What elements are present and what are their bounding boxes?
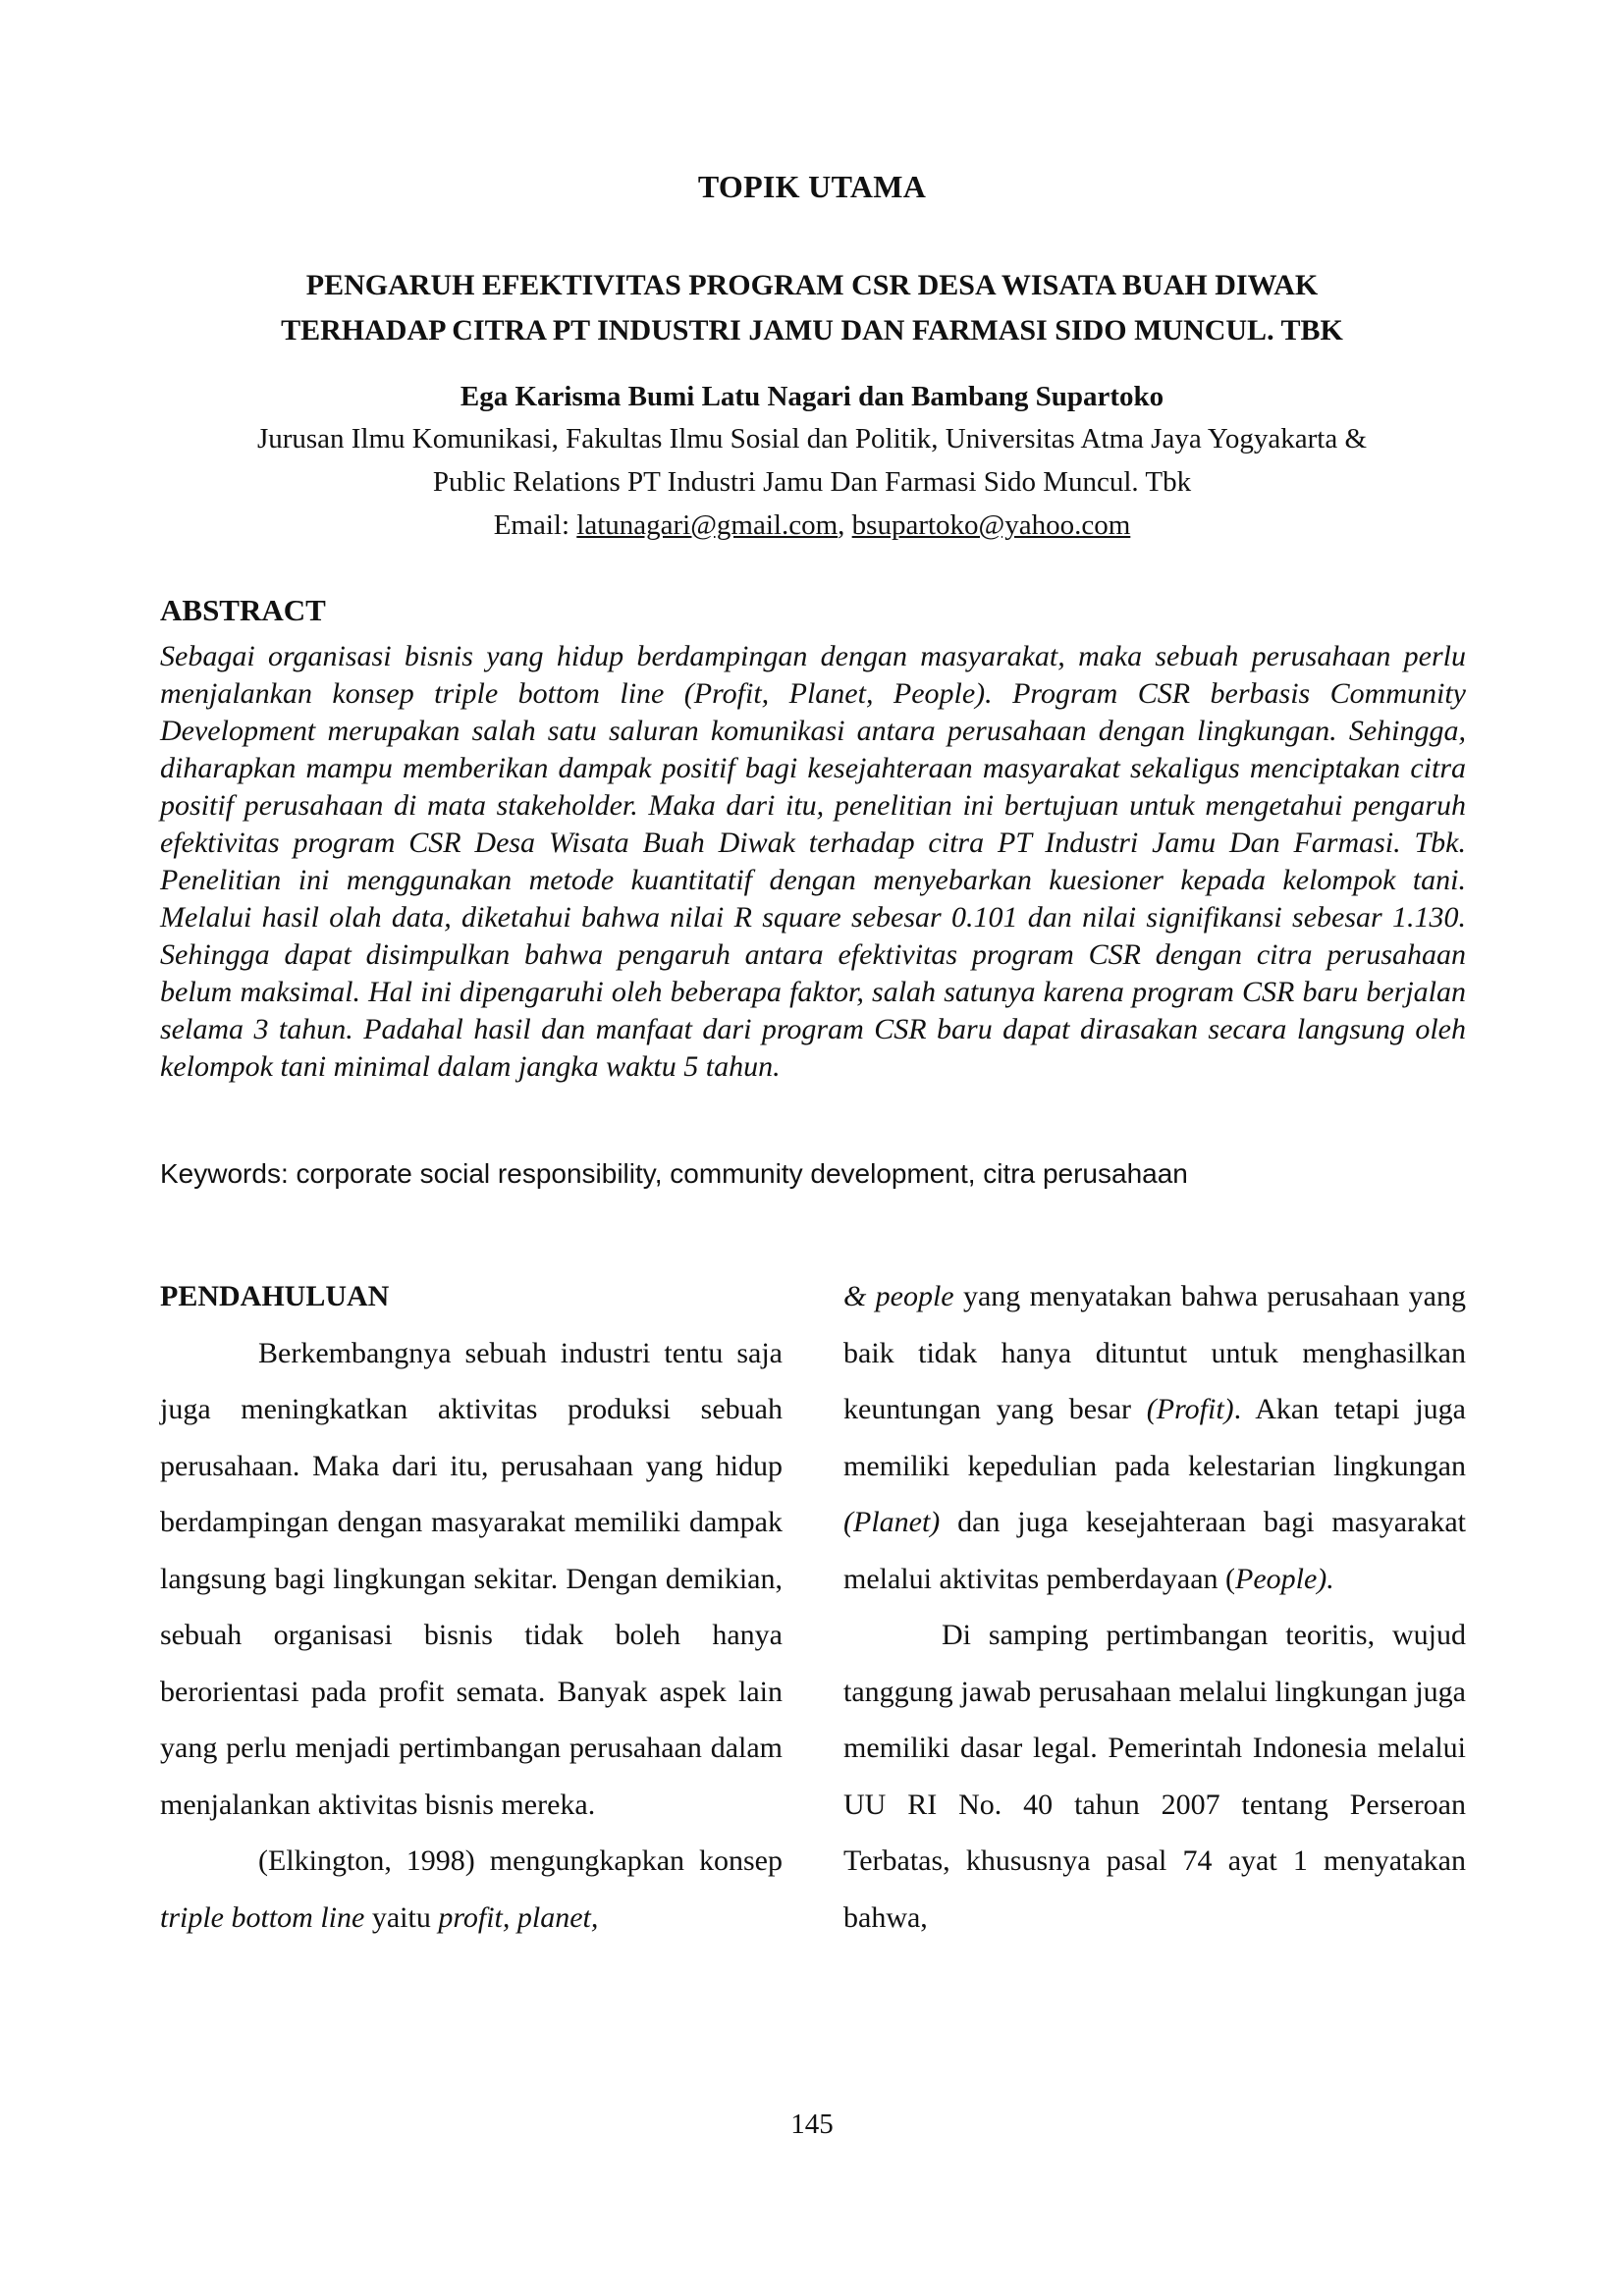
page-number: 145	[790, 2109, 834, 2140]
topic-heading: TOPIK UTAMA	[697, 169, 927, 204]
email-label: Email:	[493, 509, 577, 541]
paragraph-2-continued	[843, 1268, 1466, 1607]
paragraph-1: Berkembangnya sebuah industri tentu saja juga meningkatkan aktivitas produksi sebuah perusahaan. Maka dari itu, perusahaan yang hidup berdampingan dengan masyarakat memiliki dampak langsung bagi lingkungan sekitar. Dengan demikian, sebuah organisasi bisnis tidak boleh hanya berorientasi pada profit semata. Banyak aspek lain yang perlu menjadi pertimbangan perusahaan dalam menjalankan aktivitas bisnis mereka.	[160, 1336, 783, 1821]
email-link-1[interactable]: latunagari@gmail.com	[576, 509, 839, 541]
affiliation-line-2: Public Relations PT Industri Jamu Dan Farmasi Sido Muncul. Tbk	[432, 466, 1192, 498]
continued-text-d: . Akan tetapi juga memiliki kepedulian pada kelestarian lingkungan	[843, 1393, 1466, 1482]
term-planet: (Planet)	[843, 1506, 941, 1538]
paragraph-3: Di samping pertimbangan teoritis, wujud tanggung jawab perusahaan melalui lingkungan juga memiliki dasar legal. Pemerintah Indonesia melalui UU RI No. 40 tahun 2007 tentang Perseroan Terbatas, khususnya pasal 74 ayat 1 menyatakan bahwa,	[843, 1619, 1466, 1934]
authors: Ega Karisma Bumi Latu Nagari dan Bambang Supartoko	[460, 381, 1164, 412]
email-line	[98, 504, 1526, 547]
paragraph-2-term-triple-bottom-line: triple bottom line	[160, 1900, 365, 1934]
paragraph-2-text-a: (Elkington, 1998) mengungkapkan konsep	[258, 1844, 783, 1877]
continued-text-b: yang menyatakan bahwa perusahaan yang baik tidak hanya dituntut untuk menghasilkan keuntungan yang besar	[843, 1280, 1466, 1425]
paper-title	[137, 263, 1487, 353]
abstract-heading: ABSTRACT	[160, 593, 326, 627]
keywords: Keywords: corporate social responsibility, community development, citra perusahaan	[160, 1158, 1188, 1189]
email-separator: ,	[838, 509, 852, 541]
right-column	[843, 1268, 1466, 1946]
section-heading-pendahuluan: PENDAHULUAN	[160, 1280, 390, 1312]
affiliation-line-1: Jurusan Ilmu Komunikasi, Fakultas Ilmu Sosial dan Politik, Universitas Atma Jaya Yogyakarta &	[256, 423, 1368, 454]
paper-title-line-1: PENGARUH EFEKTIVITAS PROGRAM CSR DESA WISATA BUAH DIWAK	[305, 269, 1319, 301]
left-column	[160, 1268, 783, 1946]
paragraph-2	[160, 1833, 783, 1946]
email-link-2[interactable]: bsupartoko@yahoo.com	[851, 509, 1131, 541]
abstract-text: Sebagai organisasi bisnis yang hidup berdampingan dengan masyarakat, maka sebuah perusahaan perlu menjalankan konsep triple bottom line (Profit, Planet, People). Program CSR berbasis Community Development merupakan salah satu saluran komunikasi antara perusahaan dengan lingkungan. Sehingga, diharapkan mampu memberikan dampak positif bagi kesejahteraan masyarakat sekaligus menciptakan citra positif perusahaan di mata stakeholder. Maka dari itu, penelitian ini bertujuan untuk mengetahui pengaruh efektivitas program CSR Desa Wisata Buah Diwak terhadap citra PT Industri Jamu Dan Farmasi. Tbk. Penelitian ini menggunakan metode kuantitatif dengan menyebarkan kuesioner kepada kelompok tani. Melalui hasil olah data, diketahui bahwa nilai R square sebesar 0.101 dan nilai signifikansi sebesar 1.130. Sehingga dapat disimpulkan bahwa pengaruh antara efektivitas program CSR dengan citra perusahaan belum maksimal. Hal ini dipengaruhi oleh beberapa faktor, salah satunya karena program CSR baru berjalan selama 3 tahun. Padahal hasil dan manfaat dari program CSR baru dapat dirasakan secara langsung oleh kelompok tani minimal dalam jangka waktu 5 tahun.	[160, 640, 1466, 1083]
term-people: & people	[843, 1280, 954, 1312]
paragraph-2-text-c: yaitu	[364, 1900, 439, 1934]
continued-text-f: dan juga kesejahteraan bagi masyarakat melalui aktivitas pemberdayaan (	[843, 1506, 1466, 1595]
term-people-2: People).	[1235, 1562, 1334, 1595]
affiliation	[98, 417, 1526, 547]
paper-title-line-2: TERHADAP CITRA PT INDUSTRI JAMU DAN FARMASI SIDO MUNCUL. TBK	[281, 314, 1343, 347]
term-profit: (Profit)	[1146, 1393, 1234, 1425]
paragraph-2-term-profit-planet: profit, planet,	[438, 1900, 599, 1934]
